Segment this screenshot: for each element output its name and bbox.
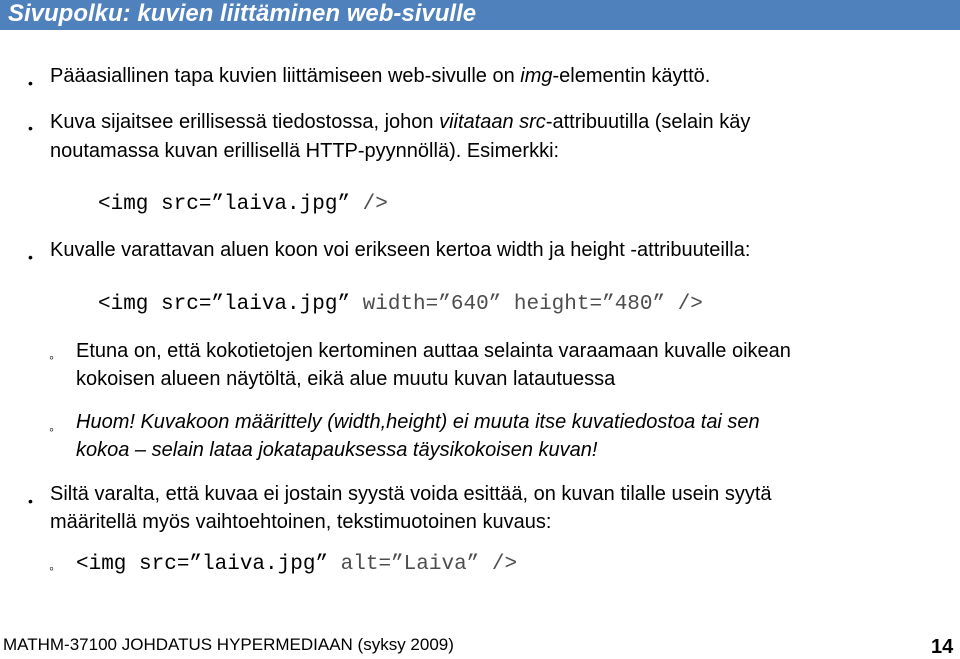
sub-bullet-marker: ◦ [49, 421, 54, 437]
footer-course: MATHM-37100 JOHDATUS HYPERMEDIAAN (syksy 2009) [3, 635, 454, 654]
code-example-2 [98, 290, 703, 319]
sub-bullet-2-line-2: kokoa – selain lataa jokatapauksessa täysikokoisen kuvan! [76, 439, 598, 461]
code-2-tail: width=”640” height=”480” /> [350, 293, 703, 316]
bullet-4-line-2: määritellä myös vaihtoehtoinen, tekstimuotoinen kuvaus: [50, 511, 552, 533]
bullet-2-pre: Kuva sijaitsee erillisessä tiedostossa, johon [50, 111, 440, 133]
bullet-marker: • [28, 75, 33, 91]
code-example-1 [98, 190, 388, 219]
sub-bullet-marker: ◦ [49, 560, 54, 576]
code-example-3 [76, 550, 517, 579]
code-1-main: <img src=”laiva.jpg” [98, 193, 351, 216]
sub-bullet-2-line-1: Huom! Kuvakoon määrittely (width,height) ei muuta itse kuvatiedostoa tai sen [76, 411, 760, 433]
code-3-main: <img src=”laiva.jpg” [76, 553, 329, 576]
sub-bullet-1-line-1: Etuna on, että kokotietojen kertominen auttaa selainta varaamaan kuvalle oikean [76, 340, 791, 362]
page-number: 14 [931, 636, 954, 658]
bullet-2-em: viitataan src [439, 111, 546, 133]
bullet-marker: • [28, 493, 33, 509]
sub-bullet-1-line-2: kokoisen alueen näytöltä, eikä alue muutu kuvan latautuessa [76, 368, 616, 390]
slide-title: Sivupolku: kuvien liittäminen web-sivulle [8, 0, 477, 27]
bullet-2-post: -attribuutilla (selain käy [545, 111, 751, 133]
code-1-tail: /> [350, 193, 388, 216]
bullet-2-line-2: noutamassa kuvan erillisellä HTTP-pyynnöllä). Esimerkki: [50, 140, 560, 162]
bullet-1-em: img [520, 65, 553, 87]
bullet-marker: • [28, 120, 33, 136]
bullet-1-pre: Pääasiallinen tapa kuvien liittämiseen web-sivulle on [50, 65, 521, 87]
bullet-4-line-1: Siltä varalta, että kuvaa ei jostain syystä voida esittää, on kuvan tilalle usein syytä [50, 483, 772, 505]
bullet-1-post: -elementin käyttö. [552, 65, 711, 87]
bullet-2-line-1 [50, 108, 750, 137]
bullet-3-text: Kuvalle varattavan aluen koon voi erikseen kertoa width ja height -attribuuteilla: [50, 239, 751, 261]
code-2-main: <img src=”laiva.jpg” [98, 293, 351, 316]
sub-bullet-marker: ◦ [49, 349, 54, 365]
bullet-1-text [50, 62, 710, 91]
code-3-tail: alt=”Laiva” /> [328, 553, 518, 576]
bullet-marker: • [28, 249, 33, 265]
